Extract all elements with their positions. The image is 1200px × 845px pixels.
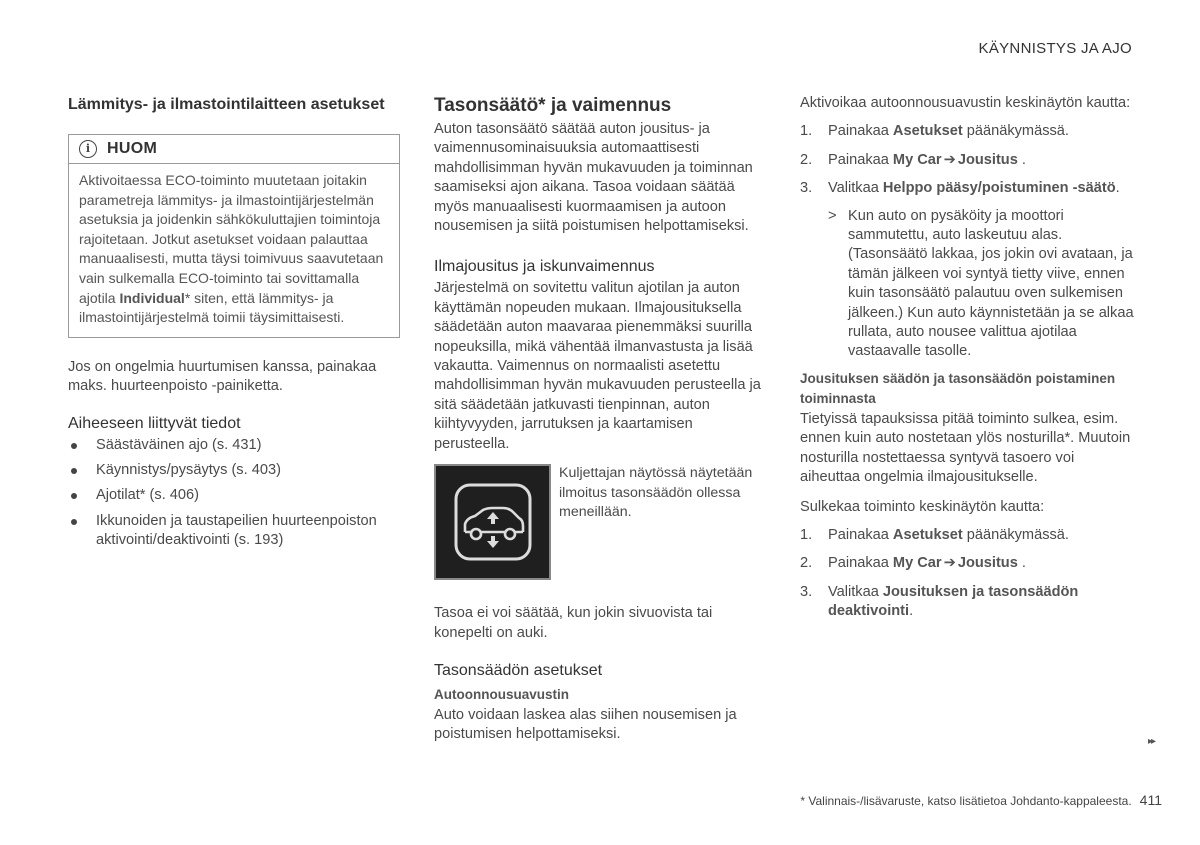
column-middle	[434, 94, 764, 762]
step-text: Painakaa	[828, 151, 893, 168]
related-title: Aiheeseen liittyvät tiedot	[68, 414, 241, 432]
related-link[interactable]: Käynnistys/pysäytys (s. 403)	[68, 461, 400, 480]
menu-item-easy-entry[interactable]: Helppo pääsy/poistuminen -säätö	[882, 180, 1116, 197]
related-link[interactable]: Ajotilat* (s. 406)	[68, 486, 400, 505]
note-text	[69, 164, 399, 337]
subheading-air-suspension: Ilmajousitus ja iskunvaimennus	[434, 258, 655, 276]
menu-item-settings[interactable]: Asetukset	[892, 123, 963, 140]
step-text: .	[1017, 555, 1026, 572]
activate-steps	[800, 122, 1135, 198]
column-right	[800, 94, 1135, 632]
result-text: Kun auto on pysäköity ja moottori sammutettu, auto laskeutuu alas. (Tasonsäätö lakkaa, jos jokin ovi avataan, ja tämän jälkeen voi syntyä tietty viive, ennen kuin tasonsäätö palautuu oven sulkemisen jälkeen.) Kun auto käynnistetään ja se alkaa rullata, auto nousee valittua ajotilaa vastaavalle tasolle.	[848, 207, 1134, 360]
menu-item-deactivate[interactable]: Jousituksen ja tasonsäädön deaktivointi	[828, 583, 1079, 620]
note-text-bold: Individual	[119, 289, 185, 306]
step	[800, 526, 1135, 545]
page-number: 411	[1139, 792, 1162, 808]
related-link[interactable]: Ikkunoiden ja taustapeilien huurteenpoiston aktivointi/deaktivointi (s. 193)	[68, 512, 400, 551]
menu-item-my-car[interactable]: My Car	[892, 151, 942, 168]
step	[800, 122, 1135, 141]
page-footer	[800, 792, 1162, 808]
air-suspension-paragraph: Järjestelmä on sovitettu valitun ajotilan ja auton käyttämän nopeuden mukaan. Ilmajousituksella säädetään auton maavaraa pienemmäksi suurilla nopeuksilla, mikä vähentää ilmanvastusta ja lisää vakautta. Vaimennus on normaalisti asetettu mahdollisimman hyvän mukavuuden perusteella ja sitä säädetään jatkuvasti tienpinnan, auton kiihtyvyyden, jarrutuksen ja kaartamisen perusteella.	[434, 280, 761, 452]
menu-item-settings[interactable]: Asetukset	[892, 526, 963, 543]
info-icon: i	[79, 140, 97, 158]
note-header	[69, 135, 399, 164]
main-title: Tasonsäätö* ja vaimennus	[434, 95, 672, 116]
step-number: 1.	[800, 123, 813, 140]
step-text: Valitkaa	[828, 180, 883, 197]
step-number: 1.	[800, 526, 813, 543]
result-marker: >	[828, 207, 837, 224]
disable-paragraph: Tietyissä tapauksissa pitää toiminto sulkea, esim. ennen kuin auto nostetaan ylös nosturilla*. Muutoin nosturilla nostettaessa syntyvä tasoero voi aiheuttaa ongelmia ilmajousitukselle.	[800, 410, 1131, 486]
step	[800, 583, 1135, 622]
car-level-adjust-icon	[434, 464, 551, 580]
step-text: .	[1115, 180, 1120, 197]
step-result	[800, 207, 1135, 362]
step-number: 2.	[800, 555, 813, 572]
step	[800, 554, 1135, 573]
entry-assist-paragraph: Auto voidaan laskea alas siihen nousemisen ja poistumisen helpottamiseksi.	[434, 706, 737, 743]
arrow-right-icon: ➔	[943, 555, 956, 572]
defrost-paragraph: Jos on ongelmia huurtumisen kanssa, painakaa maks. huurteenpoisto -painiketta.	[68, 358, 377, 395]
figure-caption: Kuljettajan näytössä näytetään ilmoitus tasonsäädön ollessa meneillään.	[559, 465, 753, 520]
step-text: päänäkymässä.	[962, 526, 1069, 543]
minor-heading-disable: Jousituksen säädön ja tasonsäädön poistaminen toiminnasta	[800, 370, 1116, 406]
step-text: Painakaa	[828, 526, 893, 543]
door-open-paragraph: Tasoa ei voi säätää, kun jokin sivuovista tai konepelti on auki.	[434, 605, 713, 641]
step-text: päänäkymässä.	[962, 123, 1069, 140]
menu-item-suspension[interactable]: Jousitus	[957, 151, 1018, 168]
step-text: .	[1017, 151, 1026, 168]
menu-item-suspension[interactable]: Jousitus	[957, 555, 1018, 572]
step-text: .	[909, 603, 914, 620]
section-title-climate: Lämmitys- ja ilmastointilaitteen asetukset	[68, 96, 385, 113]
note-text-part: Aktivoitaessa ECO-toiminto muutetaan joitakin parametreja lämmitys- ja ilmastointijärjestelmän asetuksia ja joidenkin sähkökuluttajien toimintoja rajoitetaan. Jotkut asetukset voidaan palauttaa manuaalisesti, mutta täysi toimivuus saavutetaan vain sulkemalla ECO-toiminto tai sovittamalla ajotila	[79, 172, 384, 306]
step-text: Painakaa	[828, 123, 893, 140]
note-label: HUOM	[107, 140, 158, 158]
arrow-right-icon: ➔	[943, 151, 956, 168]
activate-intro: Aktivoikaa autoonnousuavustin keskinäytön kautta:	[800, 95, 1131, 111]
minor-heading-entry-assist: Autoonnousuavustin	[434, 686, 569, 702]
column-left	[68, 94, 400, 557]
step	[800, 151, 1135, 170]
page-header-section: KÄYNNISTYS JA AJO	[978, 40, 1132, 57]
step-text: Painakaa	[828, 555, 893, 572]
figure-row	[434, 464, 764, 580]
step-number: 3.	[800, 583, 813, 600]
footer-note: * Valinnais-/lisävaruste, katso lisätietoa Johdanto-kappaleesta.	[800, 794, 1132, 808]
close-intro: Sulkekaa toiminto keskinäytön kautta:	[800, 498, 1045, 515]
step-number: 3.	[800, 180, 813, 197]
related-list	[68, 436, 400, 551]
deactivate-steps	[800, 526, 1135, 622]
note-box	[68, 134, 400, 338]
step-number: 2.	[800, 151, 813, 168]
note-text-part: * siten, että lämmitys- ja ilmastointijärjestelmä toimii täysimittaisesti.	[79, 289, 345, 326]
intro-paragraph: Auton tasonsäätö säätää auton jousitus- ja vaimennusominaisuuksia automaattisesti mahdollisimman hyvän mukavuuden ja toiminnan saamiseksi ajon aikana. Tasoa voidaan säätää myös manuaalisesti kuormaamisen ja autoon nousemisen ja siitä poistumisen helpottamiseksi.	[434, 121, 753, 235]
subheading-level-settings: Tasonsäädön asetukset	[434, 661, 603, 679]
menu-item-my-car[interactable]: My Car	[892, 555, 942, 572]
related-link[interactable]: Säästäväinen ajo (s. 431)	[68, 436, 400, 455]
step-text: Valitkaa	[828, 583, 883, 600]
double-arrow-icon[interactable]: ▸▸	[1148, 736, 1155, 747]
step	[800, 179, 1135, 198]
